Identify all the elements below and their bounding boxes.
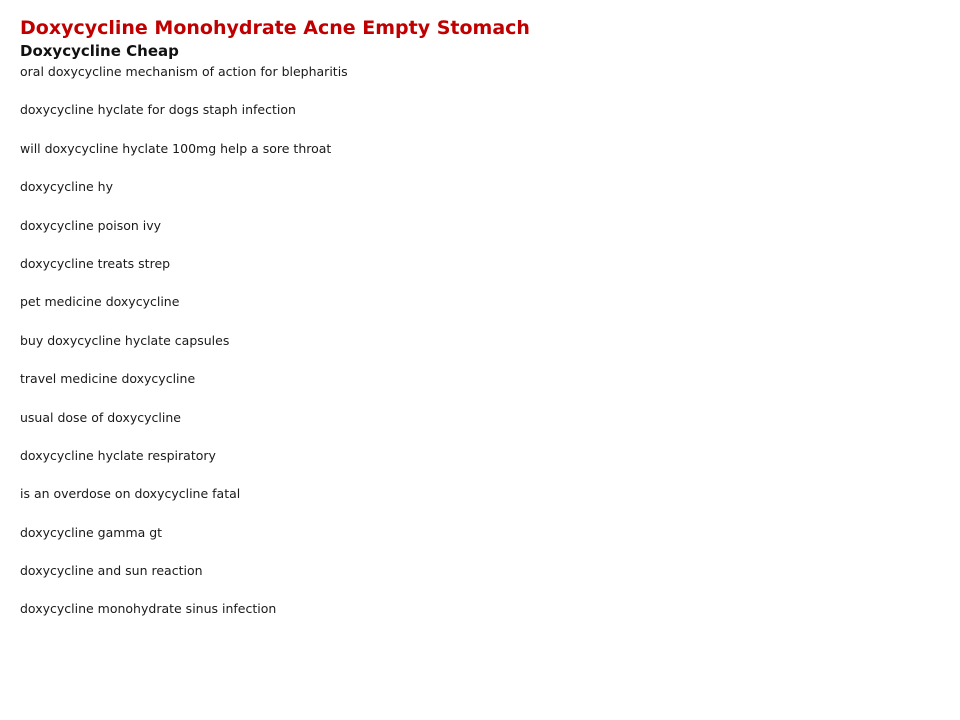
list-item: doxycycline hy (20, 179, 113, 195)
list-item: buy doxycycline hyclate capsules (20, 332, 230, 348)
list-item: doxycycline and sun reaction (20, 563, 203, 579)
list-item: doxycycline treats strep (20, 255, 171, 271)
page-subtitle: Doxycycline Cheap (20, 42, 179, 60)
list-item: doxycycline hyclate for dogs staph infection (20, 102, 296, 118)
list-item: oral doxycycline mechanism of action for blepharitis (20, 64, 348, 79)
list-item: pet medicine doxycycline (20, 294, 180, 310)
text-list (20, 64, 348, 640)
list-item: usual dose of doxycycline (20, 409, 181, 425)
list-item: doxycycline monohydrate sinus infection (20, 601, 277, 617)
list-item: doxycycline hyclate respiratory (20, 447, 216, 463)
page-title: Doxycycline Monohydrate Acne Empty Stomach (20, 17, 530, 39)
list-item: doxycycline poison ivy (20, 217, 162, 233)
list-item: doxycycline gamma gt (20, 524, 163, 540)
list-item: will doxycycline hyclate 100mg help a sore throat (20, 140, 332, 156)
list-item: travel medicine doxycycline (20, 371, 196, 387)
list-item: is an overdose on doxycycline fatal (20, 486, 241, 502)
